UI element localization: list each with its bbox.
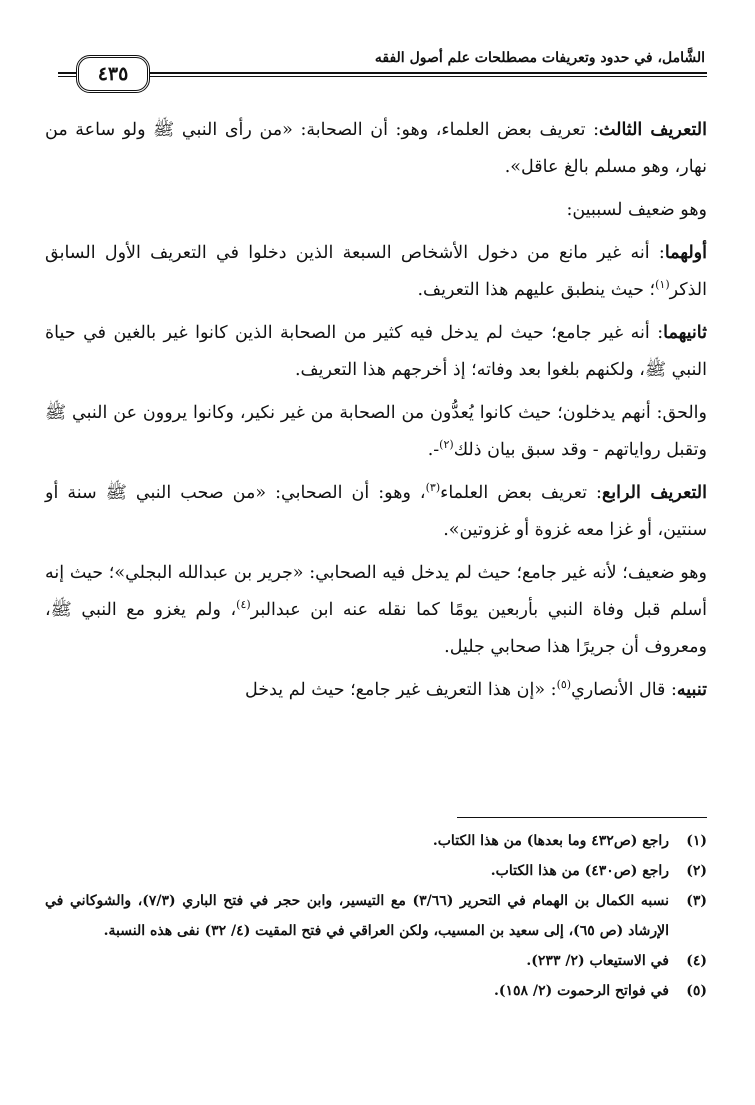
footnote: [45, 886, 707, 946]
paragraph-note: [45, 672, 707, 709]
paragraph-second-reason: [45, 315, 707, 389]
term-heading: التعريف الرابع: [601, 483, 707, 503]
paragraph-text: ؛ حيث ينطبق عليهم هذا التعريف.: [417, 280, 656, 300]
paragraph-text: : «إن هذا التعريف غير جامع؛ حيث لم يدخل: [245, 680, 557, 700]
footnote-separator: [457, 817, 707, 818]
footnote: [45, 946, 707, 976]
paragraph-fourth-definition: [45, 475, 707, 549]
running-title: الشَّامل، في حدود وتعريفات مصطلحات علم أصول الفقه: [374, 50, 705, 66]
footnote-ref[interactable]: (٥): [556, 678, 572, 692]
paragraph-text: : أنه غير جامع؛ حيث لم يدخل فيه كثير من الصحابة الذين كانوا غير بالغين في حياة النبي ﷺ، ولكنهم بلغوا بعد وفاته؛ إذ أخرجهم هذا التعريف.: [45, 323, 707, 380]
footnote-text: في فواتح الرحموت (٢/ ١٥٨).: [494, 983, 669, 999]
paragraph-text: ، ولم يغزو مع النبي ﷺ، ومعروف أن جريرًا هذا صحابي جليل.: [45, 600, 707, 657]
term-heading: التعريف الثالث: [598, 120, 707, 140]
footnote-text: في الاستيعاب (٢/ ٢٣٣).: [526, 953, 669, 969]
term-heading: أولهما: [664, 243, 707, 263]
paragraph-first-reason: [45, 235, 707, 309]
paragraph-jarir: [45, 555, 707, 666]
paragraph-text: : تعريف بعض العلماء: [440, 483, 602, 503]
main-text: [45, 112, 707, 715]
footnote-text: راجع (ص٤٣٠) من هذا الكتاب.: [490, 863, 669, 879]
footnote-ref[interactable]: (٣): [425, 481, 441, 495]
paragraph-text: وهو ضعيف؛ لأنه غير جامع؛ حيث لم يدخل فيه الصحابي: «جرير بن عبدالله البجلي»؛ حيث إنه أسلم قبل وفاة النبي بأربعين يومًا كما نقله عنه ابن عبدالبر: [45, 563, 707, 620]
paragraph-text: والحق: أنهم يدخلون؛ حيث كانوا يُعدُّون من الصحابة من غير نكير، وكانوا يروون عن النبي ﷺ وتقبل رواياتهم - وقد سبق بيان ذلك: [45, 403, 707, 460]
paragraph-text: : تعريف بعض العلماء، وهو: أن الصحابة: «من رأى النبي ﷺ ولو ساعة من نهار، وهو مسلم بالغ عاقل».: [45, 120, 707, 177]
header-rule-left-thin: [58, 76, 76, 77]
header-rule-left: [58, 72, 76, 74]
footnote-number: (٤): [686, 953, 707, 969]
footnote-ref[interactable]: (١): [655, 278, 670, 292]
footnote-text: نسبه الكمال بن الهمام في التحرير (٣/٦٦) مع التيسير، وابن حجر في فتح الباري (٧/٣)، والشوكاني في الإرشاد (ص ٦٥)، إلى سعيد بن المسيب، ولكن العراقي في فتح المقيت (٤/ ٣٢) نفى هذه النسبة.: [45, 893, 669, 939]
term-heading: تنبيه: [676, 680, 707, 700]
footnote-ref[interactable]: (٢): [439, 438, 454, 452]
footnote: [45, 856, 707, 886]
term-heading: ثانيهما: [663, 323, 707, 343]
paragraph-text: : أنه غير مانع من دخول الأشخاص السبعة الذين دخلوا في التعريف الأول السابق الذكر: [45, 243, 707, 300]
footnotes: [45, 826, 707, 1006]
paragraph-third-definition: [45, 112, 707, 186]
footnote-number: (٥): [686, 983, 707, 999]
paragraph-text: ، وهو: أن الصحابي: «من صحب النبي ﷺ سنة أو سنتين، أو غزا معه غزوة أو غزوتين».: [45, 483, 707, 540]
footnote: [45, 976, 707, 1006]
footnote-number: (١): [686, 833, 707, 849]
footnote-number: (٢): [686, 863, 707, 879]
paragraph-text: : قال الأنصاري: [571, 680, 677, 700]
page-number-badge: [76, 55, 150, 93]
page-header: [0, 0, 755, 100]
footnote-text: راجع (ص٤٣٢ وما بعدها) من هذا الكتاب.: [432, 833, 669, 849]
page-number: ٤٣٥: [97, 63, 129, 85]
footnote-ref[interactable]: (٤): [236, 598, 251, 612]
paragraph-text: -.: [427, 440, 440, 460]
footnote: [45, 826, 707, 856]
paragraph-truth: [45, 395, 707, 469]
header-rule: [150, 72, 707, 74]
paragraph-weakness: [45, 192, 707, 229]
footnote-number: (٣): [686, 893, 707, 909]
paragraph-text: وهو ضعيف لسببين:: [566, 200, 707, 220]
header-rule-thin: [150, 76, 707, 77]
